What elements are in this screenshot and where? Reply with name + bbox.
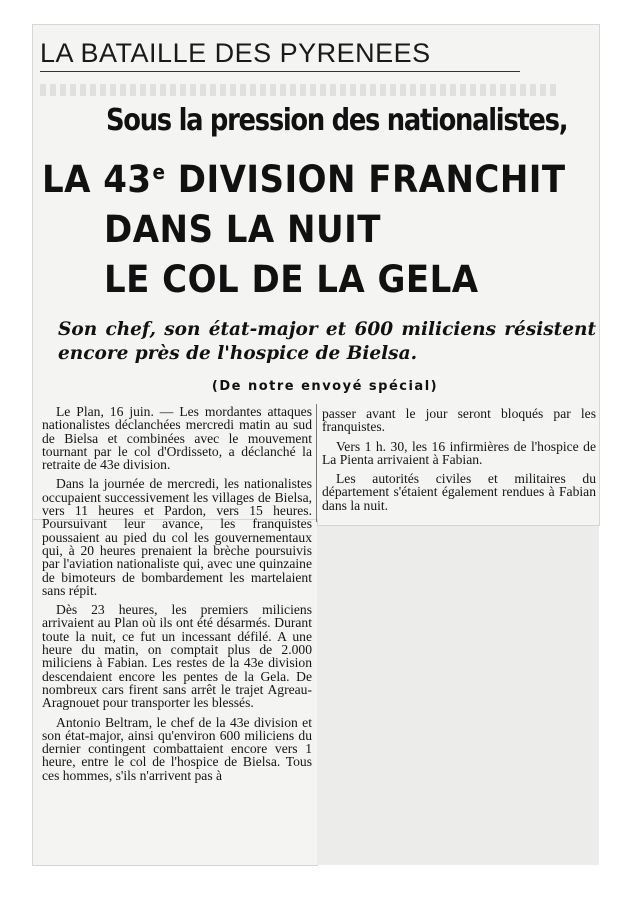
print-bleed-through	[40, 84, 560, 96]
paragraph: Le Plan, 16 juin. — Les mordantes attaques nationalistes déclanchées mercredi matin au sud de Bielsa et combinées avec le mouvement tournant par le col d'Ordisseto, a déclanché la retraite de 43e division.	[42, 404, 312, 473]
paragraph: passer avant le jour seront bloqués par les franquistes.	[322, 406, 596, 435]
paragraph: Antonio Beltram, le chef de la 43e division et son état-major, ainsi qu'environ 600 miliciens du dernier contingent combattaient encore vers 1 heure, entre le col de l'hospice de Bielsa. Tous ces hommes, s'ils n'arrivent pas à	[42, 714, 312, 783]
column-divider	[316, 404, 317, 522]
article-column-right	[322, 407, 596, 518]
paragraph: Vers 1 h. 30, les 16 infirmières de l'hospice de La Pienta arrivaient à Fabian.	[322, 438, 596, 467]
headline-line-3: LE COL DE LA GELA	[104, 258, 479, 301]
paragraph: Dans la journée de mercredi, les nationalistes occupaient successivement les villages de Bielsa, vers 11 heures et Pardon, vers 15 heures. Poursuivant leur avance, les franquistes poussaient au pied du col les gouvernementaux qui, à 20 heures prenaient la brèche poursuivis par l'aviation nationaliste qui, avec une quinzaine de bimoteurs de bombardement les martelaient sans répit.	[42, 476, 312, 598]
headline-kicker: Sous la pression des nationalistes,	[106, 103, 568, 138]
paragraph: Les autorités civiles et militaires du département s'étaient également rendues à Fabian dans la nuit.	[322, 471, 596, 513]
headline-superscript: e	[152, 159, 166, 184]
headline-line-2: DANS LA NUIT	[104, 208, 381, 251]
section-rubric: LA BATAILLE DES PYRENEES	[40, 38, 520, 72]
headline-line-1	[42, 158, 566, 201]
subheadline-deck: Son chef, son état-major et 600 miliciens résistent encore près de l'hospice de Bielsa.	[58, 319, 596, 364]
background-panel	[317, 526, 599, 865]
byline: (De notre envoyé spécial)	[211, 379, 439, 394]
headline-line-1-post: DIVISION FRANCHIT	[165, 158, 566, 201]
headline-line-1-pre: LA 43	[42, 158, 152, 201]
article-column-left	[42, 405, 312, 788]
paragraph: Dès 23 heures, les premiers miliciens arrivaient au Plan où ils ont été désarmés. Durant toute la nuit, ce fut un incessant défilé. A une heure du matin, on comptait plus de 2.000 miliciens à Fabian. Les restes de la 43e division descendaient encore les pentes de la Gela. De nombreux cars firent sans arrêt le trajet Agreau-Aragnouet pour transporter les blessés.	[42, 602, 312, 711]
